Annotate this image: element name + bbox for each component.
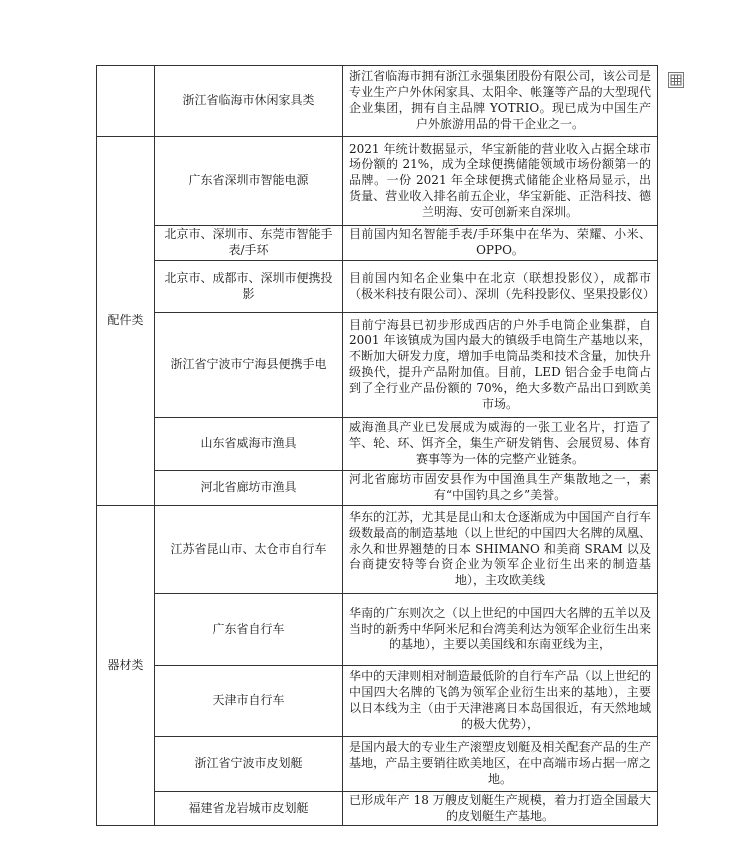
table-row — [97, 737, 658, 792]
table-row — [97, 418, 658, 471]
region-cell: 浙江省宁波市宁海县便携手电 — [155, 313, 343, 418]
description-cell: 是国内最大的专业生产滚塑皮划艇及相关配套产品的生产基地，产品主要销往欧美地区，在中高端市场占据一席之地。 — [343, 737, 658, 792]
region-cell: 广东省深圳市智能电源 — [155, 137, 343, 226]
table-row — [97, 137, 658, 226]
category-cell: 配件类 — [97, 137, 155, 506]
table-move-handle-icon[interactable] — [668, 72, 684, 88]
table-row — [97, 506, 658, 594]
table-row — [97, 666, 658, 737]
table-row — [97, 313, 658, 418]
region-cell: 北京市、深圳市、东莞市智能手表/手环 — [155, 226, 343, 261]
description-cell: 华东的江苏，尤其是昆山和太仓逐渐成为中国国产自行车级数最高的制造基地（以上世纪的中国四大名牌的凤凰、永久和世界翘楚的日本 SHIMANO 和美商 SRAM 以及台商捷安特等台资企业为领军企业衍生出来的制造基地），主攻欧美线 — [343, 506, 658, 594]
description-cell: 目前国内知名智能手表/手环集中在华为、荣耀、小米、OPPO。 — [343, 226, 658, 261]
region-cell: 浙江省宁波市皮划艇 — [155, 737, 343, 792]
description-cell: 浙江省临海市拥有浙江永强集团股份有限公司，该公司是专业生产户外休闲家具、太阳伞、帐篷等产品的大型现代企业集团，拥有自主品牌 YOTRIO。现已成为中国生产户外旅游用品的骨干企业之一。 — [343, 66, 658, 137]
region-cell: 山东省威海市渔具 — [155, 418, 343, 471]
description-cell: 目前国内知名企业集中在北京（联想投影仪），成都市（极米科技有限公司）、深圳（先科投影仪、坚果投影仪） — [343, 261, 658, 313]
table-row — [97, 226, 658, 261]
region-cell: 北京市、成都市、深圳市便携投影 — [155, 261, 343, 313]
table-row — [97, 792, 658, 826]
region-cell: 江苏省昆山市、太仓市自行车 — [155, 506, 343, 594]
description-cell: 目前宁海县已初步形成西店的户外手电筒企业集群，自 2001 年该镇成为国内最大的镇级手电筒生产基地以来，不断加大研发力度，增加手电筒品类和技术含量，加快升级换代，提升产品附加值。目前，LED 铝合金手电筒占到了全行业产品份额的 70%，绝大多数产品出口到欧美市场。 — [343, 313, 658, 418]
region-cell: 天津市自行车 — [155, 666, 343, 737]
table-row — [97, 594, 658, 666]
region-cell: 广东省自行车 — [155, 594, 343, 666]
category-cell: 器材类 — [97, 506, 155, 826]
description-cell: 华中的天津则相对制造最低阶的自行车产品（以上世纪的中国四大名牌的飞鸽为领军企业衍生出来的基地），主要以日本线为主（由于天津港离日本岛国很近，有天然地域的极大优势）， — [343, 666, 658, 737]
table-row — [97, 66, 658, 137]
region-cell: 河北省廊坊市渔具 — [155, 471, 343, 506]
region-cell: 福建省龙岩城市皮划艇 — [155, 792, 343, 826]
region-cell: 浙江省临海市休闲家具类 — [155, 66, 343, 137]
table-row — [97, 471, 658, 506]
category-cell — [97, 66, 155, 137]
description-cell: 2021 年统计数据显示，华宝新能的营业收入占据全球市场份额的 21%，成为全球便携储能领域市场份额第一的品牌。一份 2021 年全球便携式储能企业格局显示，出货量、营业收入排名前五企业，华宝新能、正浩科技、德兰明海、安可创新来自深圳。 — [343, 137, 658, 226]
description-cell: 华南的广东则次之（以上世纪的中国四大名牌的五羊以及当时的新秀中华阿米尼和台湾美利达为领军企业衍生出来的基地），主要以美国线和东南亚线为主， — [343, 594, 658, 666]
description-cell: 已形成年产 18 万艘皮划艇生产规模，着力打造全国最大的皮划艇生产基地。 — [343, 792, 658, 826]
description-cell: 河北省廊坊市固安县作为中国渔具生产集散地之一，素有“中国钓具之乡”美誉。 — [343, 471, 658, 506]
description-cell: 威海渔具产业已发展成为威海的一张工业名片，打造了竿、轮、环、饵齐全，集生产研发销售、会展贸易、体育赛事等为一体的完整产业链条。 — [343, 418, 658, 471]
table-row — [97, 261, 658, 313]
industry-cluster-table — [96, 65, 658, 826]
